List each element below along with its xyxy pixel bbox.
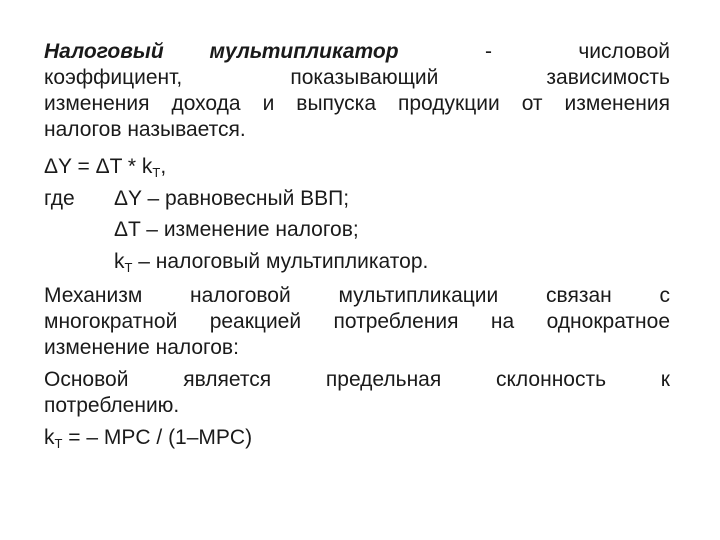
basis-line-2: потреблению. bbox=[44, 394, 180, 417]
mechanism-line-1: Механизм налоговой мультипликации связан с bbox=[44, 284, 670, 307]
where-item-prefix: k bbox=[114, 250, 125, 273]
definition-line-1 bbox=[44, 40, 670, 64]
where-item-text: – налоговый мультипликатор. bbox=[132, 250, 429, 273]
definition-line-3: изменения дохода и выпуска продукции от изменения bbox=[44, 92, 670, 115]
formula-main bbox=[44, 155, 166, 179]
formula-mpc-prefix: k bbox=[44, 426, 55, 449]
definition-line-4: налогов называется. bbox=[44, 118, 246, 141]
formula-subscript: T bbox=[152, 165, 161, 180]
formula-lhs: ΔY = ΔT * k bbox=[44, 155, 153, 178]
basis-line-1: Основой является предельная склонность к bbox=[44, 368, 670, 391]
definition-line-1-tail: числовой bbox=[578, 40, 670, 63]
formula-mpc bbox=[44, 426, 252, 450]
formula-tail: , bbox=[160, 155, 167, 178]
formula-mpc-text: = – MPC / (1–MPC) bbox=[62, 426, 253, 449]
where-item-subscript: T bbox=[124, 260, 133, 275]
definition-dash: - bbox=[484, 40, 492, 63]
definition-line-2: коэффициент, показывающий зависимость bbox=[44, 66, 670, 89]
formula-mpc-subscript: T bbox=[54, 436, 63, 451]
where-item: ΔT – изменение налогов; bbox=[114, 218, 359, 241]
mechanism-line-2: многократной реакцией потребления на однократное bbox=[44, 310, 670, 333]
where-item: ΔY – равновесный ВВП; bbox=[114, 187, 350, 210]
where-item bbox=[114, 250, 428, 274]
definition-term: Налоговый мультипликатор bbox=[44, 40, 399, 63]
where-label: где bbox=[44, 187, 75, 210]
mechanism-line-3: изменение налогов: bbox=[44, 336, 239, 359]
